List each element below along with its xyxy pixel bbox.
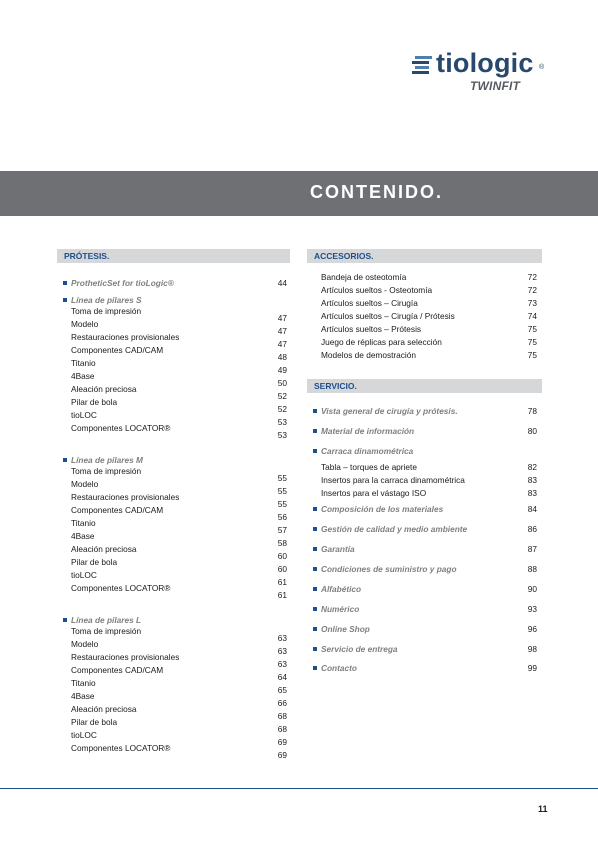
page-ref: 98 xyxy=(527,644,537,654)
page-ref: 73 xyxy=(527,298,537,308)
list-item: Pilar de bola xyxy=(71,397,118,407)
list-item: Artículos sueltos – Cirugía / Prótesis xyxy=(321,311,455,321)
page-ref: 48 xyxy=(277,352,287,362)
page-number: 11 xyxy=(538,804,548,814)
list-item: Aleación preciosa xyxy=(71,704,137,714)
page-ref: 80 xyxy=(527,426,537,436)
bullet-icon xyxy=(313,627,317,631)
bullet-icon xyxy=(313,547,317,551)
page-ref: 60 xyxy=(277,564,287,574)
bullet-icon xyxy=(313,647,317,651)
bullet-icon xyxy=(313,527,317,531)
page-ref: 83 xyxy=(527,488,537,498)
list-item: Componentes CAD/CAM xyxy=(71,345,164,355)
section-title: Condiciones de suministro y pago xyxy=(321,564,457,574)
bullet-icon xyxy=(313,507,317,511)
section-title: Contacto xyxy=(321,663,357,673)
list-item: Aleación preciosa xyxy=(71,544,137,554)
page-ref: 53 xyxy=(277,417,287,427)
page-ref: 72 xyxy=(527,285,537,295)
list-item: Insertos para el vástago ISO xyxy=(321,488,427,498)
page-ref: 52 xyxy=(277,404,287,414)
page-ref: 75 xyxy=(527,337,537,347)
page-ref: 63 xyxy=(277,659,287,669)
page-ref: 82 xyxy=(527,462,537,472)
section-title: Numérico xyxy=(321,604,360,614)
bullet-icon xyxy=(313,587,317,591)
section-title: Carraca dinamométrica xyxy=(321,446,414,456)
page-ref: 55 xyxy=(277,473,287,483)
page-ref: 66 xyxy=(277,698,287,708)
section-title: ProtheticSet for tioLogic® xyxy=(71,278,174,288)
bullet-icon xyxy=(313,607,317,611)
bullet-icon xyxy=(63,298,67,302)
list-item: Toma de impresión xyxy=(71,306,142,316)
list-item: Modelo xyxy=(71,319,99,329)
list-item: Restauraciones provisionales xyxy=(71,492,180,502)
page-ref: 86 xyxy=(527,524,537,534)
bullet-icon xyxy=(63,618,67,622)
bullet-icon xyxy=(63,458,67,462)
list-item: Componentes CAD/CAM xyxy=(71,665,164,675)
list-item: Modelo xyxy=(71,479,99,489)
list-item: Componentes LOCATOR® xyxy=(71,583,171,593)
page-ref: 49 xyxy=(277,365,287,375)
bullet-icon xyxy=(313,409,317,413)
list-item: Artículos sueltos – Cirugía xyxy=(321,298,418,308)
bullet-icon xyxy=(313,449,317,453)
list-item: Toma de impresión xyxy=(71,626,142,636)
list-item: Restauraciones provisionales xyxy=(71,332,180,342)
footer-rule xyxy=(0,788,598,789)
page-ref: 57 xyxy=(277,525,287,535)
section-page: 44 xyxy=(277,278,287,288)
list-item: Titanio xyxy=(71,358,96,368)
servicio-heading: SERVICIO. xyxy=(307,379,542,393)
list-item: Modelos de demostración xyxy=(321,350,417,360)
logo-sub: TWINFIT xyxy=(470,79,521,93)
list-item: tioLOC xyxy=(71,410,97,420)
list-item: Restauraciones provisionales xyxy=(71,652,180,662)
list-item: Insertos para la carraca dinamométrica xyxy=(321,475,465,485)
page-ref: 53 xyxy=(277,430,287,440)
page-ref: 61 xyxy=(277,590,287,600)
bullet-icon xyxy=(313,666,317,670)
page-ref: 99 xyxy=(527,663,537,673)
page-ref: 55 xyxy=(277,499,287,509)
list-item: tioLOC xyxy=(71,730,97,740)
list-item: Artículos sueltos - Osteotomía xyxy=(321,285,433,295)
page-ref: 55 xyxy=(277,486,287,496)
page-ref: 61 xyxy=(277,577,287,587)
page-ref: 58 xyxy=(277,538,287,548)
list-item: Juego de réplicas para selección xyxy=(321,337,442,347)
list-item: Componentes CAD/CAM xyxy=(71,505,164,515)
section-title: Gestión de calidad y medio ambiente xyxy=(321,524,468,534)
protesis-heading: PRÓTESIS. xyxy=(57,249,290,263)
page-ref: 69 xyxy=(277,750,287,760)
page-title: CONTENIDO. xyxy=(309,182,443,202)
list-item: Modelo xyxy=(71,639,99,649)
page-ref: 84 xyxy=(527,504,537,514)
section-title: Alfabético xyxy=(321,584,362,594)
section-title: Servicio de entrega xyxy=(321,644,398,654)
page-ref: 87 xyxy=(527,544,537,554)
page-ref: 63 xyxy=(277,633,287,643)
page-ref: 65 xyxy=(277,685,287,695)
section-title: Línea de pilares L xyxy=(71,615,142,625)
list-item: 4Base xyxy=(71,691,95,701)
page-ref: 60 xyxy=(277,551,287,561)
list-item: 4Base xyxy=(71,531,95,541)
accesorios-heading: ACCESORIOS. xyxy=(307,249,542,263)
page-ref: 47 xyxy=(277,339,287,349)
bullet-icon xyxy=(63,281,67,285)
page-ref: 83 xyxy=(527,475,537,485)
logo-mark-icon xyxy=(412,56,432,78)
section-title: Vista general de cirugía y prótesis. xyxy=(321,406,458,416)
list-item: Toma de impresión xyxy=(71,466,142,476)
bullet-icon xyxy=(313,567,317,571)
page-ref: 78 xyxy=(527,406,537,416)
page-ref: 56 xyxy=(277,512,287,522)
list-item: Pilar de bola xyxy=(71,557,118,567)
logo-brand: tiologic xyxy=(436,48,534,78)
section-title: Composición de los materiales xyxy=(321,504,444,514)
page-ref: 68 xyxy=(277,711,287,721)
section-title: Garantía xyxy=(321,544,355,554)
list-item: Bandeja de osteotomía xyxy=(321,272,407,282)
section-title: Material de información xyxy=(321,426,415,436)
list-item: tioLOC xyxy=(71,570,97,580)
list-item: Titanio xyxy=(71,518,96,528)
page-ref: 63 xyxy=(277,646,287,656)
page-ref: 75 xyxy=(527,324,537,334)
page-ref: 75 xyxy=(527,350,537,360)
page-ref: 69 xyxy=(277,737,287,747)
page-ref: 68 xyxy=(277,724,287,734)
list-item: Artículos sueltos – Prótesis xyxy=(321,324,422,334)
page-ref: 47 xyxy=(277,313,287,323)
section-title: Online Shop xyxy=(321,624,370,634)
page-ref: 88 xyxy=(527,564,537,574)
page-ref: 47 xyxy=(277,326,287,336)
list-item: 4Base xyxy=(71,371,95,381)
page-ref: 90 xyxy=(527,584,537,594)
title-band xyxy=(0,171,598,216)
section-title: Línea de pilares S xyxy=(71,295,142,305)
page-ref: 74 xyxy=(527,311,537,321)
page-ref: 93 xyxy=(527,604,537,614)
list-item: Titanio xyxy=(71,678,96,688)
logo-registered: ® xyxy=(539,64,545,71)
tiologic-logo xyxy=(412,48,552,96)
page-ref: 96 xyxy=(527,624,537,634)
list-item: Tabla – torques de apriete xyxy=(321,462,417,472)
list-item: Componentes LOCATOR® xyxy=(71,743,171,753)
list-item: Componentes LOCATOR® xyxy=(71,423,171,433)
page-ref: 50 xyxy=(277,378,287,388)
list-item: Aleación preciosa xyxy=(71,384,137,394)
page-ref: 52 xyxy=(277,391,287,401)
page-ref: 72 xyxy=(527,272,537,282)
list-item: Pilar de bola xyxy=(71,717,118,727)
bullet-icon xyxy=(313,429,317,433)
page-ref: 64 xyxy=(277,672,287,682)
section-title: Línea de pilares M xyxy=(71,455,143,465)
